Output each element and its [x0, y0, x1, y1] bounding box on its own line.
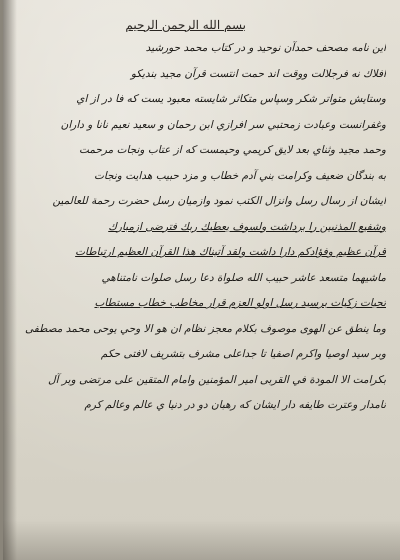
text-line-11: تحيات زكيات برسيد رسل اولو العزم قرار مخاطب خطاب مستطاب	[94, 297, 386, 309]
text-line-1: اين نامه مصحف حمدآن نوحيد و در كتاب محمد حورشيد	[145, 42, 386, 54]
text-line-7: ايشان از رسال رسل وانزال الكتب نمود وازميان رسل حضرت رحمة للعالمين	[52, 195, 386, 207]
text-line-15: نامدار وعترت طايفه دار ايشان كه رهبان دو در دنيا ي عالم وعالم كرم	[84, 399, 386, 411]
text-line-2: افلاك نه فرجلالت ووقت اند حمت انتست قرآن مجيد بنديكو	[130, 67, 386, 80]
text-line-10: ماشيهما متسعد عاشر حبيب الله صلواة دعا رسل صلوات نامتناهي	[101, 271, 386, 284]
text-line-8: وشفيع المذنبين را برداشت ولسوف يعطيك ربك فترضى ازمبارك	[108, 220, 386, 233]
text-line-3: وستايش متواتر شكر وسپاس متكاثر شايسته معبود يست كه فا در از اي	[76, 93, 386, 105]
page-bottom-shadow	[3, 520, 400, 560]
text-line-14: بكرامت الا المودة في القربى امير المؤمنين وامام المتقين على مرتضى وبر آل	[47, 373, 386, 386]
text-line-5: وحمد مجيد وثناي بعد لايق كريمي وحيمست كه از عتاب ونجات مرحمت	[79, 144, 386, 156]
text-line-6: به بندگان ضعيف وكرامت بني آدم خطاب و مزد حبيب هدايت ونجات	[94, 169, 386, 182]
text-line-13: وبر سيد اوصيا واكرم اصفيا تا جداعلى مشرف بتشريف لافتى حكم	[100, 348, 386, 360]
text-line-12: وما ينطق عن الهوى موصوف بكلام معجز نظام ان هو الا وحي يوحى محمد مصطفى	[25, 322, 386, 335]
manuscript-text	[17, 14, 386, 419]
bismillah-heading: بسم الله الرحمن الرحيم	[125, 18, 246, 32]
binding-shadow	[3, 0, 17, 560]
text-line-4: وغفرانست وعبادت زمحتبي سر افرازي ابن رحمان و سعيد نعيم نانا و داران	[60, 118, 386, 131]
text-line-9: قرآن عظيم وفؤادكم دارا داشت ولقد آتيناك هذا القرآن العظيم ارتباطات	[75, 246, 386, 258]
